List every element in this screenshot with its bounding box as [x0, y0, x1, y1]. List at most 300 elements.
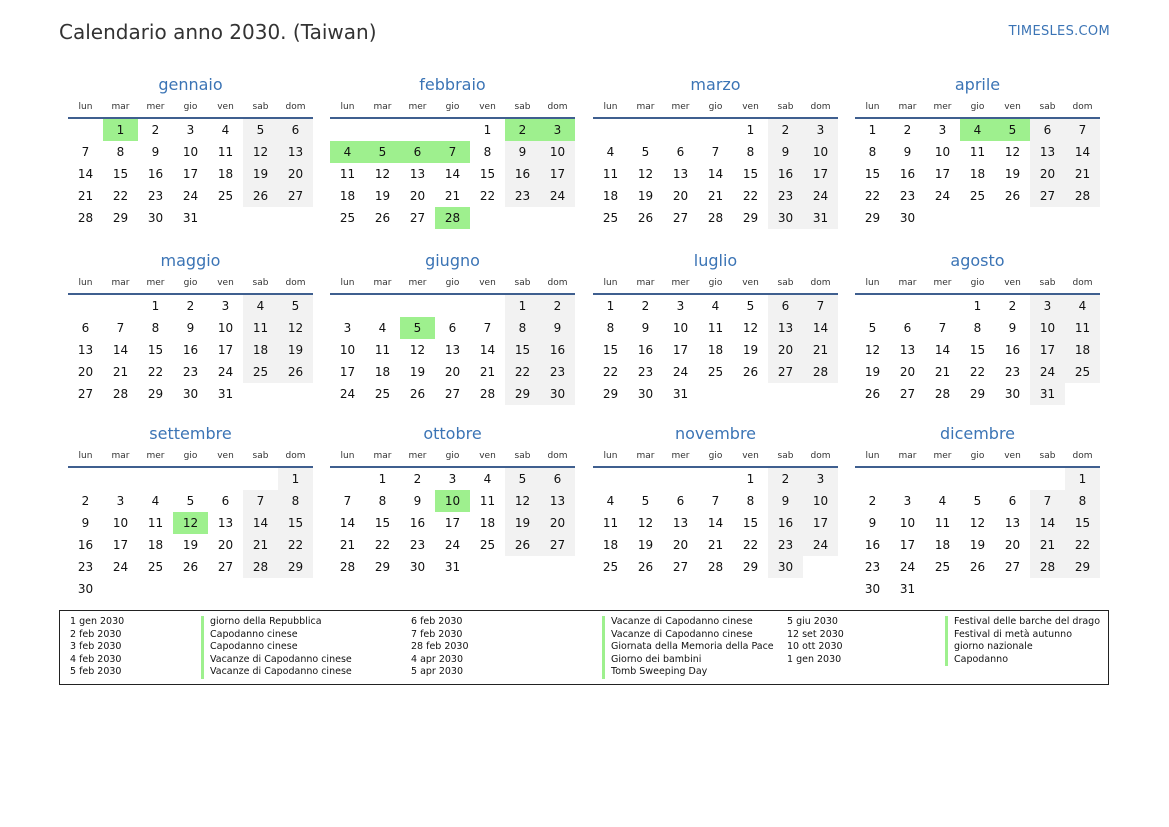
weekday-label: ven: [1004, 278, 1021, 288]
holiday-date: 5 giu 2030: [787, 616, 838, 627]
holiday-day-cell: 10: [435, 490, 470, 512]
weekday-label: mar: [373, 278, 392, 288]
day-cell: 30: [1004, 387, 1021, 401]
empty-cell: [663, 468, 698, 490]
day-cell: 1: [606, 299, 615, 313]
day-cell: 24: [672, 365, 689, 379]
day-cell: 28: [1030, 556, 1065, 578]
day-cell: 13: [278, 141, 313, 163]
weekday-label: dom: [1072, 278, 1093, 288]
month-name: ottobre: [423, 424, 482, 443]
empty-cell: [995, 468, 1030, 490]
day-cell: 12: [505, 490, 540, 512]
day-cell: 18: [217, 167, 234, 181]
day-cell: 2: [540, 295, 575, 317]
day-cell: 11: [707, 321, 724, 335]
empty-cell: [68, 468, 103, 490]
day-cell: 10: [899, 516, 916, 530]
holiday-day-cell: 5: [365, 141, 400, 163]
day-cell: 26: [278, 361, 313, 383]
day-cell: 24: [339, 387, 356, 401]
day-cell: 20: [1030, 163, 1065, 185]
day-cell: 4: [606, 145, 615, 159]
empty-cell: [400, 119, 435, 141]
holiday-day-cell: 4: [330, 141, 365, 163]
day-cell: 28: [934, 387, 951, 401]
day-cell: 28: [803, 361, 838, 383]
day-cell: 16: [77, 538, 94, 552]
day-cell: 8: [746, 494, 755, 508]
day-cell: 18: [243, 339, 278, 361]
day-cell: 9: [81, 516, 90, 530]
day-cell: 24: [444, 538, 461, 552]
day-cell: 23: [77, 560, 94, 574]
day-cell: 8: [116, 145, 125, 159]
day-cell: 2: [768, 119, 803, 141]
weekday-label: sab: [1039, 278, 1056, 288]
weekday-label: lun: [603, 451, 618, 461]
day-cell: 18: [969, 167, 986, 181]
day-cell: 17: [672, 343, 689, 357]
day-cell: 17: [934, 167, 951, 181]
day-cell: 7: [243, 490, 278, 512]
day-cell: 21: [1030, 534, 1065, 556]
day-cell: 17: [444, 516, 461, 530]
day-cell: 4: [938, 494, 947, 508]
weekday-label: sab: [514, 278, 531, 288]
empty-cell: [593, 119, 628, 141]
holiday-name: Capodanno cinese: [201, 641, 298, 654]
day-cell: 17: [899, 538, 916, 552]
weekday-label: lun: [340, 451, 355, 461]
day-cell: 11: [934, 516, 951, 530]
day-cell: 9: [413, 494, 422, 508]
day-cell: 18: [602, 189, 619, 203]
holiday-date: 28 feb 2030: [411, 641, 469, 653]
empty-cell: [1030, 468, 1065, 490]
day-cell: 25: [374, 387, 391, 401]
day-cell: 16: [182, 343, 199, 357]
empty-cell: [698, 119, 733, 141]
holiday-date: 12 set 2030: [787, 628, 844, 640]
day-cell: 25: [602, 211, 619, 225]
weekday-label: mer: [671, 102, 690, 112]
weekday-label: gio: [183, 451, 198, 461]
holiday-name: Festival delle barche del drago: [945, 616, 1100, 629]
day-cell: 5: [505, 468, 540, 490]
day-cell: 27: [217, 560, 234, 574]
day-cell: 5: [746, 299, 755, 313]
day-cell: 3: [186, 123, 195, 137]
weekday-label: ven: [217, 451, 234, 461]
day-cell: 19: [864, 365, 881, 379]
day-cell: 5: [243, 119, 278, 141]
day-cell: 9: [151, 145, 160, 159]
weekday-label: gio: [708, 102, 723, 112]
day-cell: 6: [1008, 494, 1017, 508]
weekday-label: dom: [285, 451, 306, 461]
empty-cell: [663, 119, 698, 141]
month-name: maggio: [160, 251, 221, 270]
day-cell: 2: [413, 472, 422, 486]
day-cell: 9: [768, 141, 803, 163]
day-cell: 13: [77, 343, 94, 357]
day-cell: 8: [606, 321, 615, 335]
day-cell: 11: [602, 167, 619, 181]
day-cell: 15: [147, 343, 164, 357]
day-cell: 22: [374, 538, 391, 552]
day-cell: 3: [803, 119, 838, 141]
holiday-date: 1 gen 2030: [70, 616, 125, 627]
day-cell: 16: [864, 538, 881, 552]
weekday-label: sab: [514, 451, 531, 461]
day-cell: 26: [742, 365, 759, 379]
day-cell: 22: [479, 189, 496, 203]
day-grid: [855, 119, 1100, 229]
day-cell: 16: [1004, 343, 1021, 357]
day-cell: 26: [637, 211, 654, 225]
weekday-label: gio: [445, 102, 460, 112]
day-cell: 15: [278, 512, 313, 534]
day-cell: 21: [934, 365, 951, 379]
empty-cell: [330, 468, 365, 490]
day-cell: 11: [1065, 317, 1100, 339]
day-cell: 14: [707, 167, 724, 181]
weekday-label: ven: [742, 278, 759, 288]
day-cell: 10: [672, 321, 689, 335]
weekday-label: dom: [1072, 451, 1093, 461]
day-cell: 21: [112, 365, 129, 379]
day-cell: 22: [602, 365, 619, 379]
day-cell: 14: [707, 516, 724, 530]
month-name: novembre: [674, 424, 757, 443]
weekday-label: mer: [146, 102, 165, 112]
weekday-label: lun: [340, 102, 355, 112]
day-cell: 6: [903, 321, 912, 335]
day-cell: 14: [803, 317, 838, 339]
weekday-label: sab: [514, 102, 531, 112]
weekday-label: mer: [671, 278, 690, 288]
day-cell: 28: [707, 560, 724, 574]
day-grid: [68, 119, 313, 229]
month-block: [593, 249, 838, 405]
weekday-header: [855, 97, 1100, 119]
day-cell: 13: [409, 167, 426, 181]
day-cell: 29: [147, 387, 164, 401]
day-cell: 31: [444, 560, 461, 574]
weekday-label: mar: [111, 278, 130, 288]
day-cell: 23: [505, 185, 540, 207]
day-cell: 14: [339, 516, 356, 530]
weekday-label: dom: [285, 102, 306, 112]
empty-cell: [593, 468, 628, 490]
day-cell: 10: [112, 516, 129, 530]
weekday-label: sab: [777, 102, 794, 112]
day-cell: 25: [479, 538, 496, 552]
holiday-date: 1 gen 2030: [787, 653, 842, 665]
day-cell: 8: [973, 321, 982, 335]
day-cell: 27: [1030, 185, 1065, 207]
day-cell: 20: [217, 538, 234, 552]
weekday-label: gio: [970, 278, 985, 288]
weekday-label: ven: [217, 102, 234, 112]
day-cell: 3: [938, 123, 947, 137]
day-cell: 3: [803, 468, 838, 490]
day-cell: 15: [864, 167, 881, 181]
day-cell: 21: [444, 189, 461, 203]
day-cell: 6: [81, 321, 90, 335]
day-cell: 16: [637, 343, 654, 357]
day-cell: 20: [899, 365, 916, 379]
day-cell: 1: [151, 299, 160, 313]
month-block: [68, 422, 313, 600]
day-cell: 15: [112, 167, 129, 181]
day-cell: 28: [707, 211, 724, 225]
weekday-label: gio: [970, 451, 985, 461]
day-cell: 27: [1004, 560, 1021, 574]
day-cell: 31: [182, 211, 199, 225]
day-cell: 18: [602, 538, 619, 552]
month-block: [855, 249, 1100, 405]
day-cell: 27: [768, 361, 803, 383]
day-cell: 12: [969, 516, 986, 530]
day-cell: 11: [374, 343, 391, 357]
holiday-name: Capodanno: [945, 654, 1008, 667]
weekday-label: sab: [252, 102, 269, 112]
day-cell: 16: [505, 163, 540, 185]
day-grid: [593, 119, 838, 229]
day-cell: 3: [903, 494, 912, 508]
day-cell: 27: [540, 534, 575, 556]
day-cell: 7: [711, 494, 720, 508]
day-cell: 15: [742, 167, 759, 181]
day-cell: 25: [602, 560, 619, 574]
day-cell: 8: [868, 145, 877, 159]
weekday-label: dom: [547, 451, 568, 461]
day-cell: 24: [217, 365, 234, 379]
empty-cell: [243, 468, 278, 490]
holiday-date: 4 apr 2030: [411, 653, 464, 665]
day-cell: 12: [278, 317, 313, 339]
day-cell: 20: [1004, 538, 1021, 552]
holiday-date: 10 ott 2030: [787, 641, 843, 653]
day-cell: 26: [374, 211, 391, 225]
empty-cell: [925, 468, 960, 490]
day-cell: 8: [1065, 490, 1100, 512]
weekday-label: mar: [898, 451, 917, 461]
day-cell: 27: [77, 387, 94, 401]
day-cell: 11: [602, 516, 619, 530]
day-cell: 10: [1030, 317, 1065, 339]
weekday-label: lun: [603, 102, 618, 112]
day-cell: 15: [742, 516, 759, 530]
weekday-label: mer: [933, 102, 952, 112]
empty-cell: [138, 468, 173, 490]
empty-cell: [855, 295, 890, 317]
weekday-label: mer: [146, 451, 165, 461]
day-cell: 31: [217, 387, 234, 401]
day-cell: 21: [803, 339, 838, 361]
day-cell: 18: [147, 538, 164, 552]
day-cell: 8: [505, 317, 540, 339]
holiday-name: giorno nazionale: [945, 641, 1033, 654]
day-grid: [855, 295, 1100, 405]
empty-cell: [698, 468, 733, 490]
day-cell: 2: [868, 494, 877, 508]
weekday-label: sab: [777, 278, 794, 288]
empty-cell: [925, 295, 960, 317]
holiday-day-cell: 5: [995, 119, 1030, 141]
day-cell: 22: [1065, 534, 1100, 556]
day-cell: 8: [746, 145, 755, 159]
day-cell: 26: [637, 560, 654, 574]
day-cell: 20: [444, 365, 461, 379]
day-cell: 5: [973, 494, 982, 508]
day-grid: [330, 295, 575, 405]
day-cell: 11: [969, 145, 986, 159]
month-name: agosto: [950, 251, 1005, 270]
day-cell: 7: [1030, 490, 1065, 512]
day-cell: 4: [151, 494, 160, 508]
weekday-header: [330, 446, 575, 468]
day-cell: 5: [278, 295, 313, 317]
day-cell: 30: [768, 207, 803, 229]
holiday-day-cell: 1: [103, 119, 138, 141]
day-cell: 9: [505, 141, 540, 163]
month-block: [855, 422, 1100, 600]
month-block: [68, 73, 313, 229]
day-cell: 8: [278, 490, 313, 512]
holiday-date: 4 feb 2030: [70, 653, 122, 665]
month-name: dicembre: [939, 424, 1016, 443]
weekday-label: mer: [933, 278, 952, 288]
day-cell: 23: [540, 361, 575, 383]
day-cell: 12: [742, 321, 759, 335]
day-cell: 13: [768, 317, 803, 339]
day-cell: 2: [186, 299, 195, 313]
day-cell: 27: [672, 211, 689, 225]
day-cell: 29: [1065, 556, 1100, 578]
day-cell: 30: [77, 582, 94, 596]
day-cell: 11: [479, 494, 496, 508]
holiday-day-cell: 5: [400, 317, 435, 339]
weekday-label: lun: [340, 278, 355, 288]
weekday-label: lun: [865, 102, 880, 112]
day-cell: 28: [1065, 185, 1100, 207]
day-cell: 17: [217, 343, 234, 357]
day-cell: 24: [1030, 361, 1065, 383]
holiday-date: 7 feb 2030: [411, 628, 463, 640]
day-cell: 4: [711, 299, 720, 313]
weekday-label: mar: [636, 278, 655, 288]
day-cell: 21: [479, 365, 496, 379]
day-cell: 20: [77, 365, 94, 379]
day-cell: 26: [864, 387, 881, 401]
holiday-name: Vacanze di Capodanno cinese: [201, 666, 352, 679]
day-cell: 3: [448, 472, 457, 486]
day-cell: 31: [803, 207, 838, 229]
day-cell: 30: [899, 211, 916, 225]
day-cell: 14: [934, 343, 951, 357]
day-cell: 9: [1008, 321, 1017, 335]
month-block: [330, 249, 575, 405]
day-cell: 9: [540, 317, 575, 339]
weekday-header: [855, 273, 1100, 295]
day-cell: 9: [903, 145, 912, 159]
day-cell: 13: [1004, 516, 1021, 530]
day-cell: 13: [540, 490, 575, 512]
day-cell: 17: [540, 163, 575, 185]
day-cell: 3: [676, 299, 685, 313]
day-cell: 19: [278, 339, 313, 361]
day-cell: 4: [606, 494, 615, 508]
day-cell: 29: [505, 383, 540, 405]
day-cell: 31: [672, 387, 689, 401]
empty-cell: [365, 295, 400, 317]
day-cell: 1: [973, 299, 982, 313]
day-cell: 7: [1065, 119, 1100, 141]
holiday-date: 6 feb 2030: [411, 616, 463, 627]
day-cell: 6: [448, 321, 457, 335]
month-block: [68, 249, 313, 405]
day-cell: 21: [77, 189, 94, 203]
empty-cell: [103, 295, 138, 317]
brand-link[interactable]: TIMESLES.COM: [1008, 24, 1110, 39]
day-cell: 18: [374, 365, 391, 379]
day-grid: [330, 468, 575, 578]
empty-cell: [330, 119, 365, 141]
empty-cell: [890, 295, 925, 317]
month-block: [855, 73, 1100, 229]
weekday-header: [855, 446, 1100, 468]
day-cell: 22: [147, 365, 164, 379]
weekday-label: dom: [1072, 102, 1093, 112]
day-cell: 27: [444, 387, 461, 401]
day-cell: 24: [540, 185, 575, 207]
day-cell: 22: [864, 189, 881, 203]
weekday-label: gio: [183, 278, 198, 288]
day-cell: 5: [641, 494, 650, 508]
weekday-label: gio: [970, 102, 985, 112]
day-cell: 1: [746, 472, 755, 486]
day-cell: 30: [864, 582, 881, 596]
weekday-label: mar: [636, 102, 655, 112]
day-cell: 7: [803, 295, 838, 317]
weekday-label: ven: [479, 451, 496, 461]
day-cell: 29: [742, 211, 759, 225]
day-cell: 21: [243, 534, 278, 556]
day-cell: 21: [707, 538, 724, 552]
day-cell: 30: [768, 556, 803, 578]
day-cell: 17: [339, 365, 356, 379]
day-cell: 4: [378, 321, 387, 335]
weekday-header: [593, 273, 838, 295]
day-cell: 1: [1065, 468, 1100, 490]
day-cell: 24: [803, 185, 838, 207]
holiday-date: 3 feb 2030: [70, 641, 122, 653]
holiday-name: Giorno dei bambini: [602, 654, 701, 667]
day-cell: 23: [182, 365, 199, 379]
day-cell: 17: [803, 163, 838, 185]
day-cell: 26: [409, 387, 426, 401]
weekday-label: lun: [78, 278, 93, 288]
day-cell: 2: [903, 123, 912, 137]
day-cell: 14: [77, 167, 94, 181]
weekday-label: lun: [78, 451, 93, 461]
day-cell: 4: [243, 295, 278, 317]
day-cell: 19: [637, 189, 654, 203]
day-cell: 16: [768, 163, 803, 185]
